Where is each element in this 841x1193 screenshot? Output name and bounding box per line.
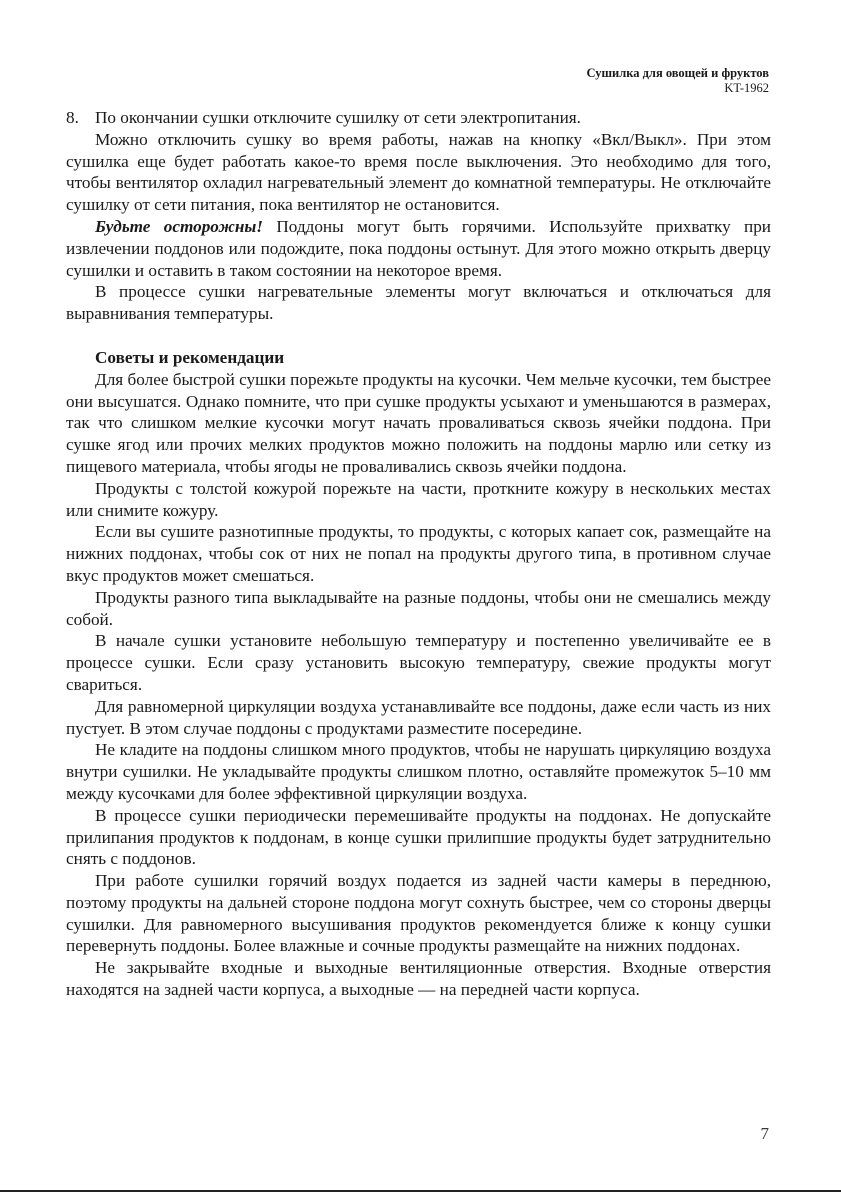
caution-label: Будьте осторожны! bbox=[95, 216, 263, 236]
paragraph-switch-off: Можно отключить сушку во время работы, нажав на кнопку «Вкл/Выкл». При этом сушилка еще будет работать какое-то время после выключения. Это необходимо для того, чтобы вентилятор охладил нагревательный элемент до комнатной температуры. Не отключайте сушилку от сети питания, пока вентилятор не остановится. bbox=[66, 129, 771, 215]
running-header bbox=[586, 66, 769, 96]
step-8 bbox=[66, 107, 771, 129]
tip-paragraph: Не закрывайте входные и выходные вентиляционные отверстия. Входные отверстия находятся на задней части корпуса, а выходные — на передней части корпуса. bbox=[66, 958, 771, 1000]
step-number: 8. bbox=[66, 108, 79, 127]
page-body bbox=[66, 107, 771, 1001]
tip-paragraph: При работе сушилки горячий воздух подается из задней части камеры в переднюю, поэтому продукты на дальней стороне поддона могут сохнуть быстрее, чем со стороны дверцы сушилки. Для равномерного высушивания продуктов рекомендуется ближе к концу сушки перевернуть поддоны. Более влажные и сочные продукты размещайте на нижних поддонах. bbox=[66, 871, 771, 956]
caution-text: Поддоны могут быть горячими. Используйте прихватку при извлечении поддонов или подождите, пока поддоны остынут. Для этого можно открыть дверцу сушилки и оставить в таком состоянии на некоторое время. bbox=[66, 216, 771, 280]
header-title: Сушилка для овощей и фруктов bbox=[586, 66, 769, 80]
caution-paragraph bbox=[66, 216, 771, 281]
tip-paragraph: Если вы сушите разнотипные продукты, то продукты, с которых капает сок, размещайте на нижних поддонах, чтобы сок от них не попал на продукты другого типа, в противном случае вкус продуктов может смешаться. bbox=[66, 522, 771, 585]
tip-paragraph: В процессе сушки периодически перемешивайте продукты на поддонах. Не допускайте прилипания продуктов к поддонам, в конце сушки прилипшие продукты будет затруднительно снять с поддонов. bbox=[66, 805, 771, 869]
header-model: KT-1962 bbox=[724, 81, 769, 95]
tip-paragraph: Для равномерной циркуляции воздуха устанавливайте все поддоны, даже если часть из них пустует. В этом случае поддоны с продуктами разместите посередине. bbox=[66, 696, 771, 738]
tip-paragraph: Продукты с толстой кожурой порежьте на части, проткните кожуру в нескольких местах или снимите кожуру. bbox=[66, 478, 771, 520]
tip-paragraph: Продукты разного типа выкладывайте на разные поддоны, чтобы они не смешались между собой. bbox=[66, 587, 771, 629]
tip-paragraph: Для более быстрой сушки порежьте продукты на кусочки. Чем мельче кусочки, тем быстрее они высушатся. Однако помните, что при сушке продукты усыхают и уменьшаются в размерах, так что слишком мелкие кусочки могут начать проваливаться сквозь ячейки поддона. При сушке ягод или прочих мелких продуктов можно положить на поддоны марлю или сетку из пищевого материала, чтобы ягоды не проваливались сквозь ячейки поддона. bbox=[66, 369, 771, 476]
tip-paragraph: В начале сушки установите небольшую температуру и постепенно увеличивайте ее в процессе сушки. Если сразу установить высокую температуру, свежие продукты могут свариться. bbox=[66, 631, 771, 694]
page-number: 7 bbox=[760, 1124, 769, 1143]
paragraph-heating: В процессе сушки нагревательные элементы могут включаться и отключаться для выравнивания температуры. bbox=[66, 282, 771, 324]
tip-paragraph: Не кладите на поддоны слишком много продуктов, чтобы не нарушать циркуляцию воздуха внутри сушилки. Не укладывайте продукты слишком плотно, оставляйте промежуток 5–10 мм между кусочками для более эффективной циркуляции воздуха. bbox=[66, 740, 771, 803]
section-heading-tips: Советы и рекомендации bbox=[95, 347, 285, 367]
step-text: По окончании сушки отключите сушилку от сети электропитания. bbox=[95, 108, 581, 127]
bottom-divider bbox=[0, 1190, 841, 1192]
